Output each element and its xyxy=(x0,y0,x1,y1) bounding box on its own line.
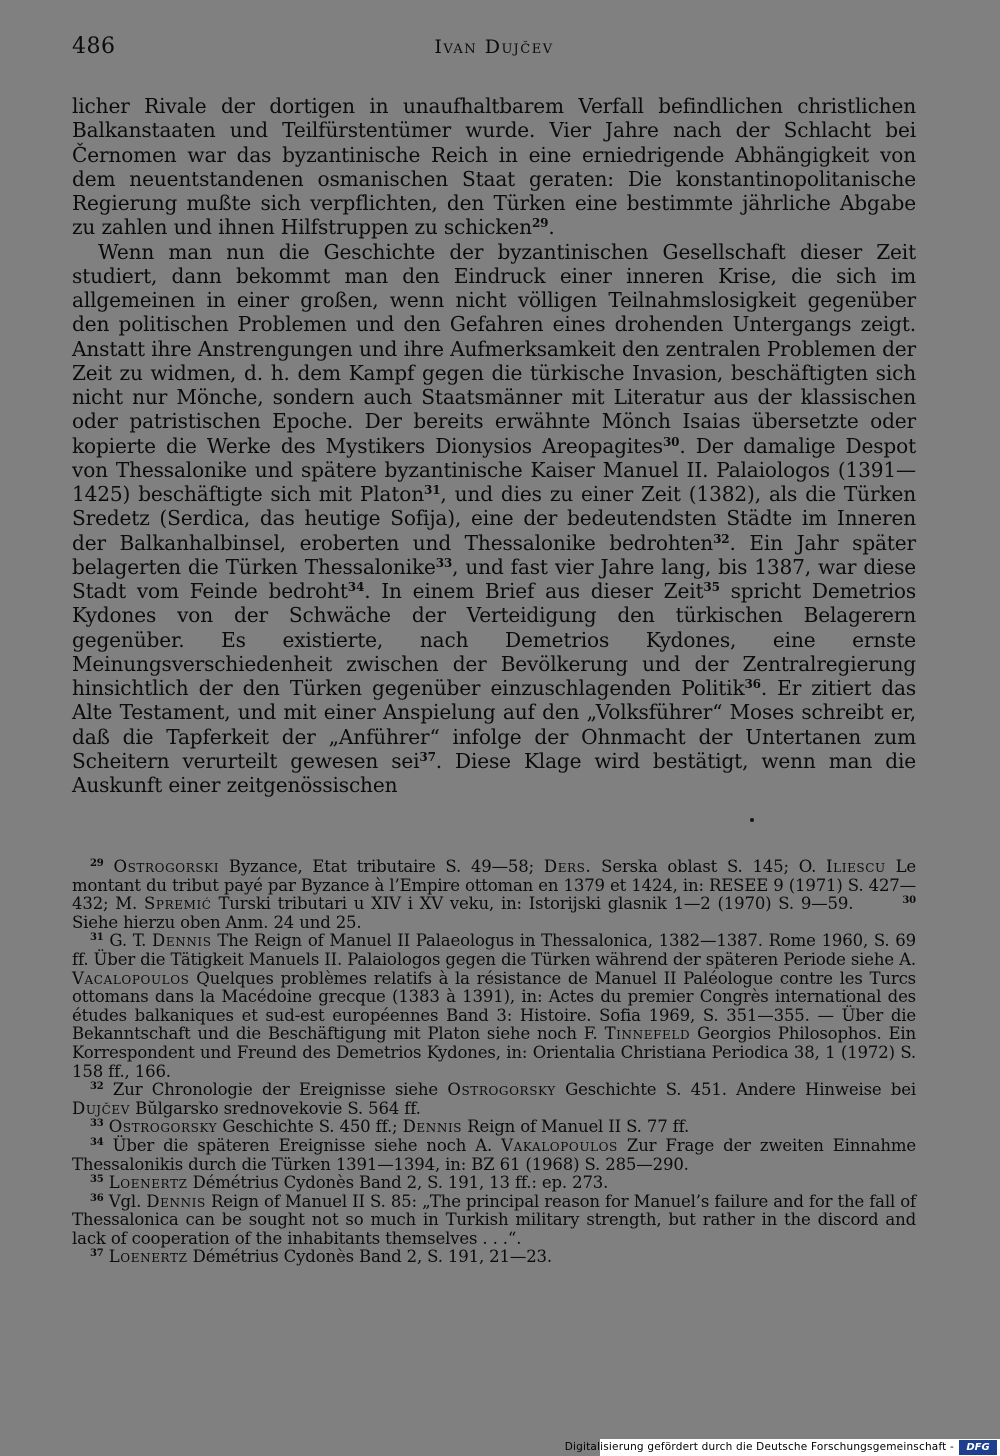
footnotes xyxy=(72,858,916,1267)
dfg-logo-icon[interactable]: DFG xyxy=(959,1440,997,1455)
paragraph: licher Rivale der dortigen in unaufhaltbarem Verfall befindlichen christlichen Balkanstaaten und Teilfürstentümer wurde. Vier Jahre nach der Schlacht bei Černomen war das byzantinische Reich in eine erniedrigende Abhängigkeit von dem neuentstandenen osmanischen Staat geraten: Die konstantinopolitanische Regierung mußte sich verpflichten, den Türken eine bestimmte jährliche Abgabe zu zahlen und ihnen Hilfstruppen zu schicken$^{29}$. xyxy=(72,94,916,240)
footnote-33: $^{33}$ Ostrogorsky Geschichte S. 450 ff.; Dennis Reign of Manuel II S. 77 ff. xyxy=(90,1117,690,1137)
footnote-30-num: 30 xyxy=(902,895,916,907)
footer-credit: Digitalisierung gefördert durch die Deutsche Forschungsgemeinschaft - xyxy=(564,1441,954,1453)
footnote-ref[interactable]: 37 xyxy=(419,749,436,764)
footnote-36: $^{36}$ Vgl. Dennis Reign of Manuel II S. 85: „The principal reason for Manuel’s failure and for the fall of Thessalonica can be sought not so much in Turkish military strength, but rather in the discord and lack of cooperation of the inhabitants themselves . . .“. xyxy=(72,1191,916,1248)
footnote-ref[interactable]: 29 xyxy=(531,216,549,231)
page-header xyxy=(72,34,916,64)
footnote-34: $^{34}$ Über die späteren Ereignisse siehe noch A. Vakalopoulos Zur Frage der zweiten Einnahme Thessalonikis durch die Türken 1391—1394, in: BZ 61 (1968) S. 285—290. xyxy=(72,1135,916,1174)
running-head: Ivan Dujčev xyxy=(434,36,554,58)
print-dot xyxy=(750,818,754,822)
footnote-ref[interactable]: 36 xyxy=(744,677,761,691)
footnote-ref[interactable]: 34 xyxy=(347,580,365,594)
paragraph: Wenn man nun die Geschichte der byzantinischen Gesellschaft dieser Zeit studiert, dann bekommt man den Eindruck einer inneren Krise, die sich im allgemeinen in einer großen, wenn nicht völligen Teilnahmslosigkeit gegenüber den politischen Problemen und den Gefahren eines drohenden Untergangs zeigt. Anstatt ihre Anstrengungen und ihre Aufmerksamkeit den zentralen Problemen der Zeit zu widmen, d. h. dem Kampf gegen die türkische Invasion, beschäftigten sich nicht nur Mönche, sondern auch Staatsmänner mit Literatur aus der klassischen oder patristischen Epoche. Der bereits erwähnte Mönch Isaias übersetzte oder kopierte die Werke des Mystikers Dionysios Areopagites$^{30}$. Der damalige Despot von Thessalonike und spätere byzantinische Kaiser Manuel II. Palaiologos (1391—1425) beschäftigte sich mit Platon$^{31}$, und dies zu einer Zeit (1382), als die Türken Sredetz (Serdica, das heutige Sofija), eine der bedeutendsten Städte im Inneren der Balkanhalbinsel, eroberten und Thessalonike bedrohten$^{32}$. Ein Jahr später belagerten die Türken Thessalonike$^{33}$, und fast vier Jahre lang, bis 1387, war diese Stadt vom Feinde bedroht$^{34}$. In einem Brief aus dieser Zeit$^{35}$ spricht Demetrios Kydones von der Schwäche der Verteidigung den türkischen Belagerern gegenüber. Es existierte, nach Demetrios Kydones, eine ernste Meinungsverschiedenheit zwischen der Bevölkerung und der Zentralregierung hinsichtlich der den Türken gegenüber einzuschlagenden Politik$^{36}$. Er zitiert das Alte Testament, und mit einer Anspielung auf den „Volksführer“ Moses schreibt er, daß die Tapferkeit der „Anführer“ infolge der Ohnmacht der Untertanen zum Scheitern verurteilt gewesen sei$^{37}$. Diese Klage wird bestätigt, wenn man die Auskunft einer zeitgenössischen xyxy=(72,239,917,797)
footnote-32: $^{32}$ Zur Chronologie der Ereignisse siehe Ostrogorsky Geschichte S. 451. Andere Hinweise bei Dujčev Bŭlgarsko srednovekovie S. 564 ff. xyxy=(72,1080,916,1118)
main-text xyxy=(72,94,916,797)
footnote-35: $^{35}$ Loenertz Démétrius Cydonès Band 2, S. 191, 13 ff.: ep. 273. xyxy=(90,1173,609,1193)
digitization-footer xyxy=(564,1439,1000,1456)
footnote-29: $^{29}$ Ostrogorski Byzance, Etat tributaire S. 49—58; Ders. Serska oblast S. 145; O. Iliescu Le montant du tribut payé par Byzance à l’Empire ottoman en 1379 et 1424, in: RESEE 9 (1971) S. 427—432; M. Spremić Turski tributari u XIV i XV veku, in: Istorijski glasnik 1—2 (1970) S. 9—59. $^{30}$ Siehe hierzu oben Anm. 24 und 25. xyxy=(72,857,916,932)
footnote-ref[interactable]: 32 xyxy=(713,531,730,546)
page-number: 486 xyxy=(72,34,116,59)
footnote-37: $^{37}$ Loenertz Démétrius Cydonès Band 2, S. 191, 21—23. xyxy=(90,1247,553,1267)
footnote-ref[interactable]: 35 xyxy=(703,580,720,594)
footnote-ref[interactable]: 30 xyxy=(662,434,680,449)
footnote-ref[interactable]: 33 xyxy=(435,555,453,570)
footnote-30: Siehe hierzu oben Anm. 24 und 25. xyxy=(72,912,362,932)
footnote-ref[interactable]: 31 xyxy=(424,483,441,497)
footnote-31: $^{31}$ G. T. Dennis The Reign of Manuel II Palaeologus in Thessalonica, 1382—1387. Rome 1960, S. 69 ff. Über die Tätigkeit Manuels II. Palaiologos gegen die Türken während der späteren Periode siehe A. Vacalopoulos Quelques problèmes relatifs à la résistance de Manuel II Paléologue contre les Turcs ottomans dans la Macédoine grecque (1383 à 1391), in: Actes du premier Congrès international des études balkaniques et sud-est européennes Band 3: Histoire. Sofia 1969, S. 351—355. — Über die Bekanntschaft und die Beschäftigung mit Platon siehe noch F. Tinnefeld Georgios Philosophos. Ein Korrespondent und Freund des Demetrios Kydones, in: Orientalia Christiana Periodica 38, 1 (1972) S. 158 ff., 166. xyxy=(72,931,916,1081)
